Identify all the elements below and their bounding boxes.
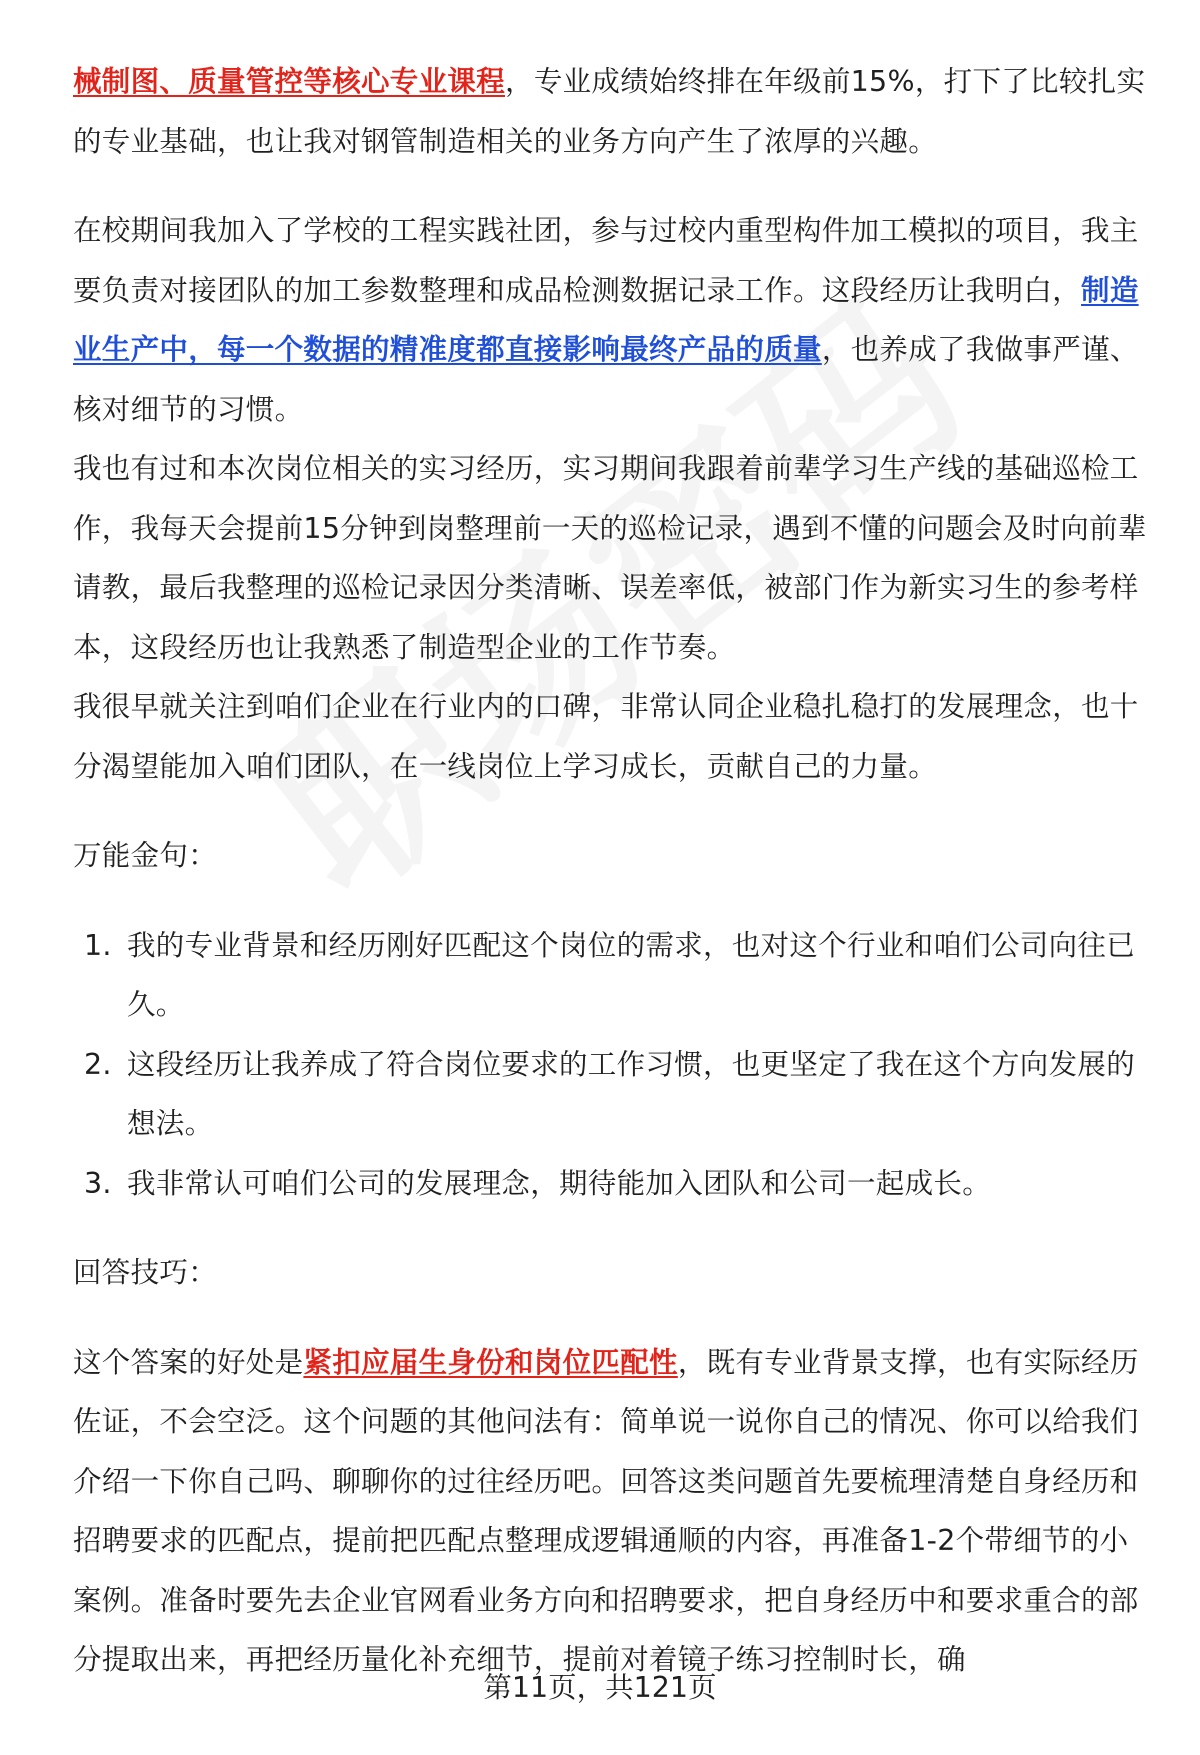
list-item bbox=[73, 1035, 1153, 1154]
spacer bbox=[73, 171, 1153, 201]
highlight-major-courses: 械制图、质量管控等核心专业课程 bbox=[73, 65, 506, 98]
list-item bbox=[73, 1154, 1153, 1214]
list-item-text: 我非常认可咱们公司的发展理念，期待能加入团队和公司一起成长。 bbox=[127, 1166, 992, 1200]
paragraph-tips bbox=[73, 1333, 1153, 1690]
list-item-text: 这段经历让我养成了符合岗位要求的工作习惯，也更坚定了我在这个方向发展的想法。 bbox=[127, 1047, 1136, 1140]
list-item-number: 3. bbox=[84, 1166, 112, 1200]
spacer bbox=[73, 886, 1153, 916]
golden-sentences-heading: 万能金句： bbox=[73, 839, 218, 872]
highlight-match: 紧扣应届生身份和岗位匹配性 bbox=[303, 1345, 678, 1379]
page-content bbox=[73, 52, 1153, 1690]
list-item bbox=[73, 916, 1153, 1035]
highlight-data-precision: 制造业生产中，每一个数据的精准度都直接影响最终产品的质量 bbox=[73, 273, 1139, 366]
list-item-number: 2. bbox=[84, 1047, 112, 1081]
page-number-footer: 第11页，共121页 bbox=[483, 1671, 717, 1704]
paragraph-internship: 我也有过和本次岗位相关的实习经历，实习期间我跟着前辈学习生产线的基础巡检工作，我每天会提前15分钟到岗整理前一天的巡检记录，遇到不懂的问题会及时向前辈请教，最后我整理的巡检记录因分类清晰、误差率低，被部门作为新实习生的参考样本，这段经历也让我熟悉了制造型企业的工作节奏。 bbox=[73, 452, 1147, 664]
paragraph-major-text: ，专业成绩始终排在年级前15%，打下了比较扎实的专业基础，也让我对钢管制造相关的业务方向产生了浓厚的兴趣。 bbox=[73, 65, 1146, 158]
spacer bbox=[73, 1213, 1153, 1243]
list-item-number: 1. bbox=[84, 928, 112, 962]
paragraph-company: 我很早就关注到咱们企业在行业内的口碑，非常认同企业稳扎稳打的发展理念，也十分渴望能加入咱们团队，在一线岗位上学习成长，贡献自己的力量。 bbox=[73, 690, 1139, 783]
paragraph-club-text-post: ，也养成了我做事严谨、核对细节的习惯。 bbox=[73, 333, 1139, 426]
list-item-text: 我的专业背景和经历刚好匹配这个岗位的需求，也对这个行业和咱们公司向往已久。 bbox=[127, 928, 1136, 1021]
paragraph-club bbox=[73, 201, 1153, 439]
paragraph-major bbox=[73, 52, 1153, 171]
golden-sentences-list bbox=[73, 916, 1153, 1214]
answer-tips-heading: 回答技巧： bbox=[73, 1256, 218, 1289]
paragraph-tips-text-post: ，既有专业背景支撑，也有实际经历佐证，不会空泛。这个问题的其他问法有：简单说一说你自己的情况、你可以给我们介绍一下你自己吗、聊聊你的过往经历吧。回答这类问题首先要梳理清楚自身经历和招聘要求的匹配点，提前把匹配点整理成逻辑通顺的内容，再准备1-2个带细节的小案例。准备时要先去企业官网看业务方向和招聘要求，把自身经历中和要求重合的部分提取出来，再把经历量化补充细节，提前对着镜子练习控制时长，确 bbox=[73, 1345, 1139, 1676]
spacer bbox=[73, 796, 1153, 826]
paragraph-club-text-pre: 在校期间我加入了学校的工程实践社团，参与过校内重型构件加工模拟的项目，我主要负责对接团队的加工参数整理和成品检测数据记录工作。这段经历让我明白， bbox=[73, 214, 1139, 307]
spacer bbox=[73, 1303, 1153, 1333]
paragraph-tips-text-pre: 这个答案的好处是 bbox=[73, 1345, 304, 1379]
